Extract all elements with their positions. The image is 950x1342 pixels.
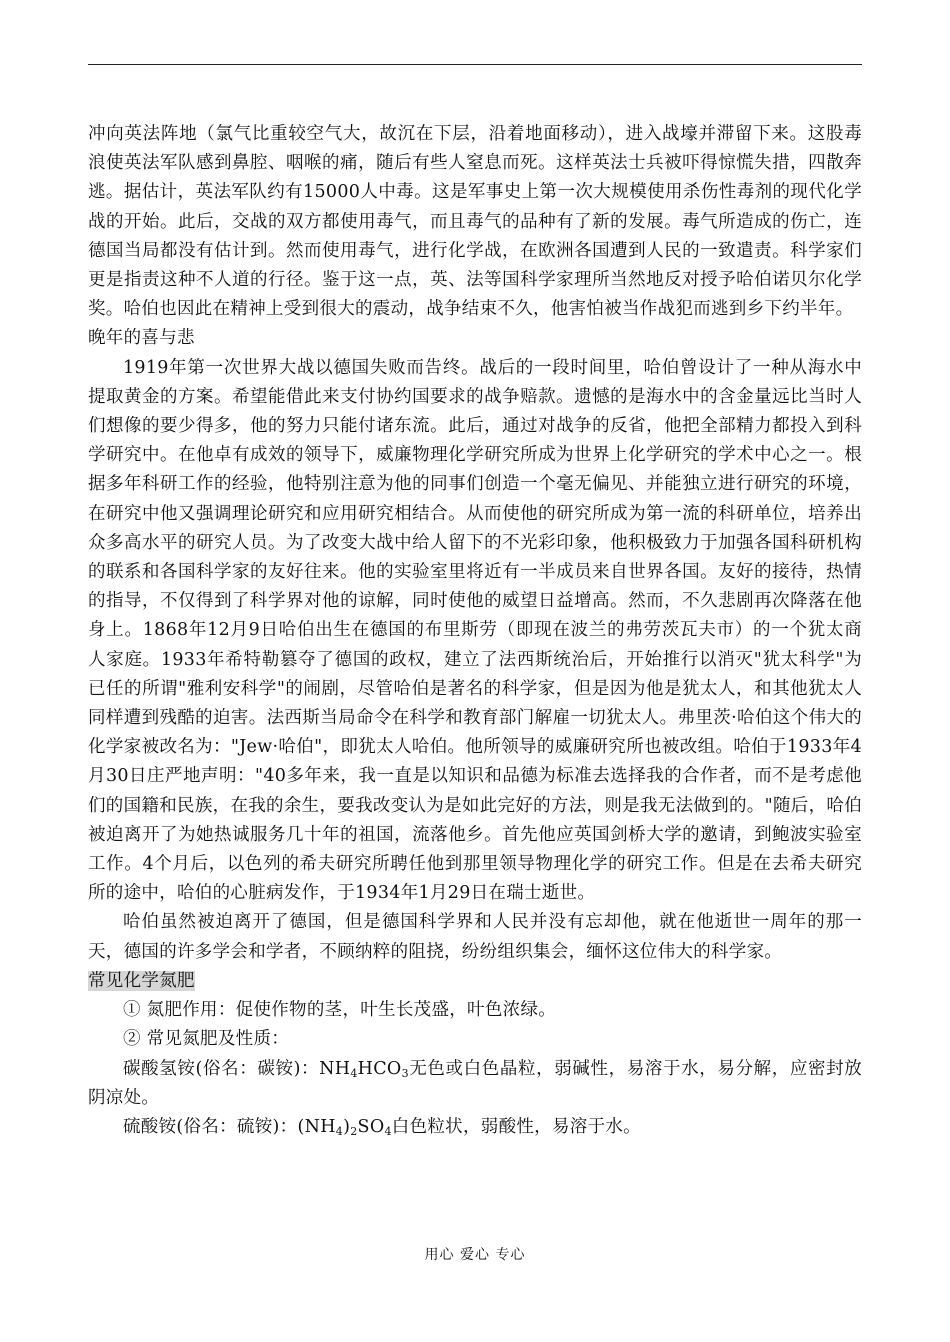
paragraph-1: 冲向英法阵地（氯气比重较空气大，故沉在下层，沿着地面移动），进入战壕并滞留下来。这股毒浪使英法军队感到鼻腔、咽喉的痛，随后有些人窒息而死。这样英法士兵被吓得惊慌失措，四散奔逃。据估计，英法军队约有15000人中毒。这是军事史上第一次大规模使用杀伤性毒剂的现代化学战的开始。此后，交战的双方都使用毒气，而且毒气的品种有了新的发展。毒气所造成的伤亡，连德国当局都没有估计到。然而使用毒气，进行化学战，在欧洲各国遭到人民的一致遣责。科学家们更是指责这种不人道的行径。鉴于这一点，英、法等国科学家理所当然地反对授予哈伯诺贝尔化学奖。哈伯也因此在精神上受到很大的震动，战争结束不久，他害怕被当作战犯而逃到乡下约半年。 — [88, 124, 862, 320]
formula-text: 碳酸氢铵(俗名：碳铵)：NH — [123, 1058, 351, 1079]
list-item-fertilizer-types: ② 常见氮肥及性质： — [123, 1029, 290, 1050]
formula-subscript: 3 — [401, 1066, 409, 1080]
formula-text: 硫酸铵(俗名：硫铵)：(NH — [123, 1116, 336, 1137]
paragraph-2: 1919年第一次世界大战以德国失败而告终。战后的一段时间里，哈伯曾设计了一种从海水中提取黄金的方案。希望能借此来支付协约国要求的战争赔款。遗憾的是海水中的含金量远比当时人们想像的要少得多，他的努力只能付诸东流。此后，通过对战争的反省，他把全部精力都投入到科学研究中。在他卓有成效的领导下，威廉物理化学研究所成为世界上化学研究的学术中心之一。根据多年科研工作的经验，他特别注意为他的同事们创造一个毫无偏见、并能独立进行研究的环境，在研究中他又强调理论研究和应用研究相结合。从而使他的研究所成为第一流的科研单位，培养出众多高水平的研究人员。为了改变大战中给人留下的不光彩印象，他积极致力于加强各国科研机构的联系和各国科学家的友好往来。他的实验室里将近有一半成员来自世界各国。友好的接待，热情的指导，不仅得到了科学界对他的谅解，同时使他的威望日益增高。然而，不久悲剧再次降落在他身上。1868年12月9日哈伯出生在德国的布里斯劳（即现在波兰的弗劳茨瓦夫市）的一个犹太商人家庭。1933年希特勒篡夺了德国的政权，建立了法西斯统治后，开始推行以消灭"犹太科学"为已任的所谓"雅利安科学"的闹剧，尽管哈伯是著名的科学家，但是因为他是犹太人，和其他犹太人同样遭到残酷的迫害。法西斯当局命令在科学和教育部门解雇一切犹太人。弗里茨·哈伯这个伟大的化学家被改名为："Jew·哈伯"，即犹太人哈伯。他所领导的威廉研究所也被改组。哈伯于1933年4月30日庄严地声明："40多年来，我一直是以知识和品德为标准去选择我的合作者，而不是考虑他们的国籍和民族，在我的余生，要我改变认为是如此完好的方法，则是我无法做到的。"随后，哈伯被迫离开了为她热诚服务几十年的祖国，流落他乡。首先他应英国剑桥大学的邀请，到鲍波实验室工作。4个月后，以色列的希夫研究所聘任他到那里领导物理化学的研究工作。但是在去希夫研究所的途中，哈伯的心脏病发作，于1934年1月29日在瑞士逝世。 — [88, 357, 862, 904]
section-heading-nitrogen-fertilizer — [88, 967, 862, 996]
highlighted-heading-text: 常见化学氮肥 — [88, 970, 195, 991]
formula-subscript: 4 — [335, 1124, 344, 1138]
formula-text: HCO — [357, 1058, 402, 1079]
formula-text: SO — [357, 1116, 385, 1137]
formula-subscript: 4 — [350, 1066, 358, 1080]
formula-subscript: 2 — [350, 1124, 358, 1138]
formula-text: ) — [343, 1116, 351, 1137]
paragraph-ammonium-sulfate — [88, 1113, 862, 1142]
paragraph-ammonium-bicarbonate — [88, 1055, 862, 1113]
description-text: 白色粒状，弱酸性，易溶于水。 — [391, 1116, 641, 1137]
description-text: 无色或白色晶粒，弱碱性，易溶于水，易分解，应密封放阴凉处。 — [88, 1058, 863, 1108]
section-heading-later-years: 晚年的喜与悲 — [88, 328, 195, 349]
header-rule — [88, 64, 862, 65]
page-footer: 用心 爱心 专心 — [424, 1247, 526, 1263]
paragraph-3: 哈伯虽然被迫离开了德国，但是德国科学界和人民并没有忘却他，就在他逝世一周年的那一天，德国的许多学会和学者，不顾纳粹的阻挠，纷纷组织集会，缅怀这位伟大的科学家。 — [88, 912, 862, 962]
formula-subscript: 4 — [384, 1124, 392, 1138]
list-item-fertilizer-function: ① 氮肥作用：促使作物的茎，叶生长茂盛，叶色浓绿。 — [123, 1000, 557, 1021]
document-body — [88, 120, 862, 1142]
